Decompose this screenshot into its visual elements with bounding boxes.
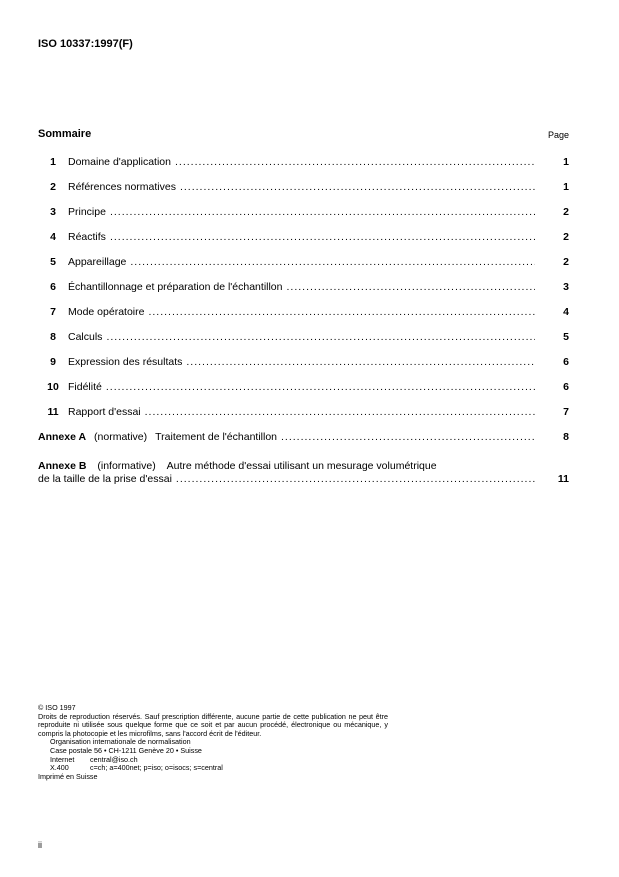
- toc-entry[interactable]: [38, 256, 569, 281]
- toc-entry-page: 6: [563, 356, 569, 368]
- leader-dots: [145, 406, 535, 418]
- leader-dots: [180, 181, 535, 193]
- annex-page: 11: [557, 473, 569, 485]
- toc-entry-number: 7: [50, 306, 56, 318]
- toc-entry-page: 2: [563, 256, 569, 268]
- x400-value: c=ch; a=400net; p=iso; o=isocs; s=central: [90, 763, 223, 773]
- toc-entry-annex-b[interactable]: [38, 460, 569, 487]
- toc-entry-page: 7: [563, 406, 569, 418]
- rights-text: Droits de reproduction réservés. Sauf prescription différente, aucune partie de cette publication ne peut être reproduite ni utilisée sous quelque forme que ce soit et par aucun procédé, électronique ou mécanique, y compris la photocopie et les microfilms, sans l'accord écrit de l'éditeur.: [38, 711, 388, 738]
- toc-entry-number: 10: [47, 381, 59, 393]
- leader-dots: [186, 356, 535, 368]
- toc-heading-row: [38, 128, 569, 142]
- toc-entry[interactable]: [38, 281, 569, 306]
- printed-in: Imprimé en Suisse: [38, 771, 98, 781]
- annex-title: Autre méthode d'essai utilisant un mesurage volumétrique: [166, 460, 437, 472]
- toc-entry[interactable]: [38, 231, 569, 256]
- page-number: ii: [38, 840, 42, 850]
- leader-dots: [175, 156, 535, 168]
- leader-dots: [106, 331, 535, 343]
- toc-entry-title: Références normatives: [68, 181, 176, 193]
- internet-value: central@iso.ch: [90, 754, 138, 764]
- toc-entry-page: 2: [563, 231, 569, 243]
- leader-dots: [148, 306, 535, 318]
- toc-entry-title: Expression des résultats: [68, 356, 183, 368]
- toc-entry-number: 1: [50, 156, 56, 168]
- annex-title: Traitement de l'échantillon: [155, 431, 278, 443]
- toc-entry-title: Appareillage: [68, 256, 127, 268]
- toc-entry-number: 9: [50, 356, 56, 368]
- toc-title: Sommaire: [38, 128, 92, 140]
- table-of-contents: [38, 156, 569, 487]
- toc-entry-number: 4: [50, 231, 56, 243]
- toc-entry-page: 5: [563, 331, 569, 343]
- toc-entry-page: 6: [563, 381, 569, 393]
- toc-entry-page: 1: [563, 156, 569, 168]
- toc-entry[interactable]: [38, 331, 569, 356]
- toc-entry[interactable]: [38, 381, 569, 406]
- toc-entry-title: Échantillonnage et préparation de l'échantillon: [68, 281, 283, 293]
- leader-dots: [110, 206, 535, 218]
- postal-address: Case postale 56 • CH-1211 Genève 20 • Suisse: [50, 745, 202, 755]
- toc-entry-page: 1: [563, 181, 569, 193]
- toc-entry-page: 3: [563, 281, 569, 293]
- toc-entry-number: 11: [47, 406, 59, 418]
- leader-dots: [106, 381, 535, 393]
- toc-entry[interactable]: [38, 206, 569, 231]
- annex-page: 8: [563, 431, 569, 443]
- annex-label: Annexe B: [38, 460, 87, 472]
- leader-dots: [281, 431, 535, 443]
- toc-entry-number: 3: [50, 206, 56, 218]
- toc-entry[interactable]: [38, 356, 569, 381]
- leader-dots: [110, 231, 535, 243]
- toc-entry-number: 8: [50, 331, 56, 343]
- leader-dots: [287, 281, 536, 293]
- toc-entry[interactable]: [38, 156, 569, 181]
- page-column-label: Page: [547, 130, 569, 140]
- annex-label: Annexe A: [38, 431, 87, 443]
- copyright-line: © ISO 1997: [38, 703, 76, 712]
- x400-label: X.400: [50, 763, 69, 773]
- copyright-block: [38, 704, 388, 781]
- toc-entry-number: 5: [50, 256, 56, 268]
- toc-entry-title: Mode opératoire: [68, 306, 145, 318]
- document-code: ISO 10337:1997(F): [38, 38, 133, 50]
- toc-entry-title: Principe: [68, 206, 106, 218]
- toc-entry-title: Rapport d'essai: [68, 406, 141, 418]
- toc-entry-title: Calculs: [68, 331, 103, 343]
- internet-label: Internet: [50, 754, 75, 764]
- toc-entry-number: 6: [50, 281, 56, 293]
- leader-dots: [130, 256, 535, 268]
- toc-entry[interactable]: [38, 306, 569, 331]
- toc-entry-annex-a[interactable]: [38, 431, 569, 456]
- leader-dots: [176, 473, 535, 485]
- toc-entry[interactable]: [38, 406, 569, 431]
- organisation-name: Organisation internationale de normalisation: [50, 737, 191, 747]
- annex-type: (informative): [97, 460, 156, 472]
- toc-entry-title: Réactifs: [68, 231, 106, 243]
- toc-entry-page: 4: [563, 306, 569, 318]
- toc-entry-title: Domaine d'application: [68, 156, 171, 168]
- annex-type: (normative): [94, 431, 148, 443]
- toc-entry-title: Fidélité: [68, 381, 102, 393]
- toc-entry-number: 2: [50, 181, 56, 193]
- toc-entry[interactable]: [38, 181, 569, 206]
- toc-entry-page: 2: [563, 206, 569, 218]
- annex-title-continued: de la taille de la prise d'essai: [38, 473, 172, 485]
